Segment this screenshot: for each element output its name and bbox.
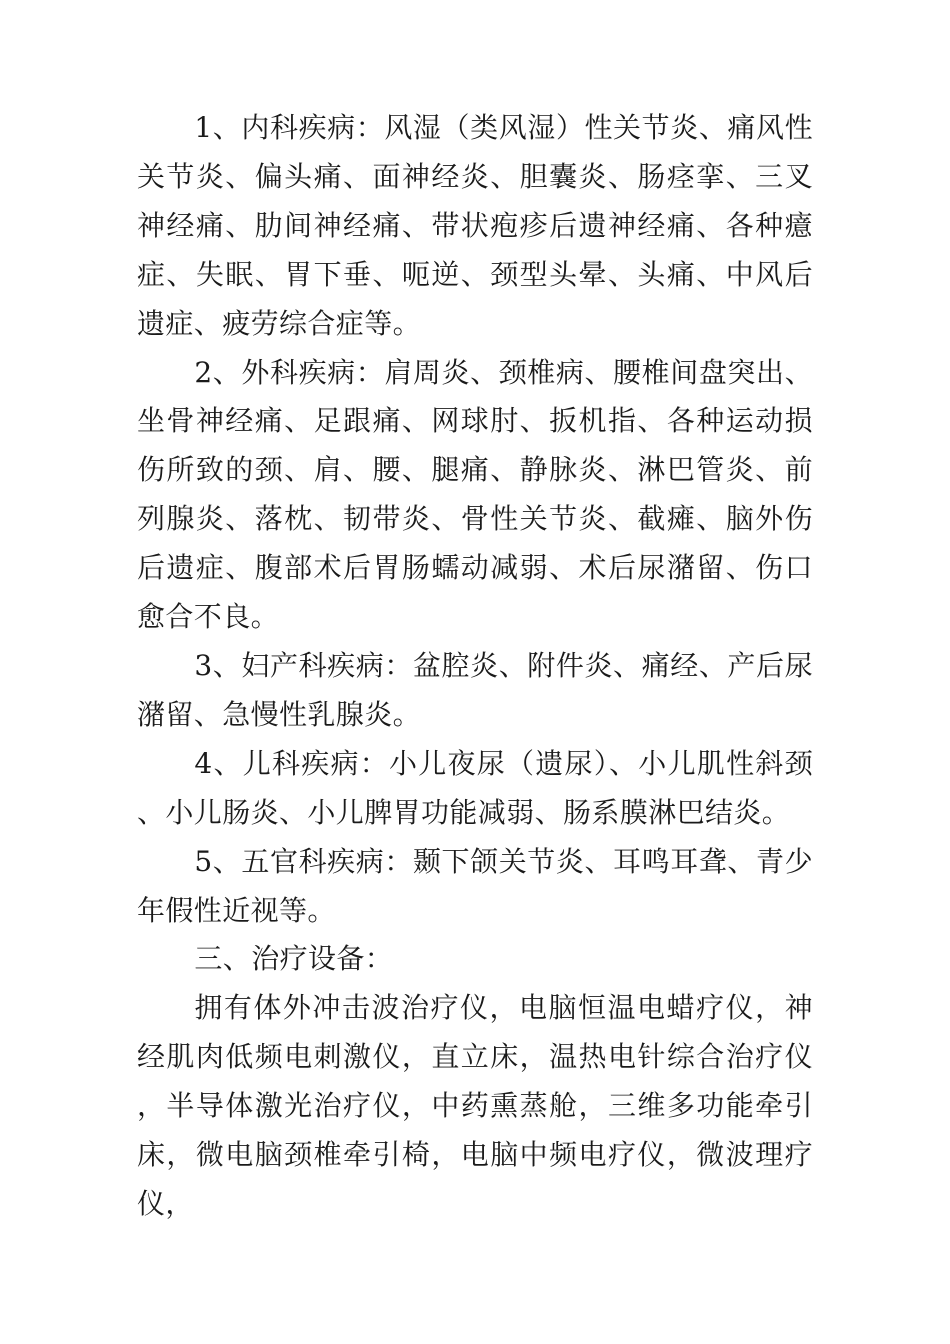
paragraph-surgery: 2、外科疾病：肩周炎、颈椎病、腰椎间盘突出、坐骨神经痛、足跟痛、网球肘、扳机指、各种运动损伤所致的颈、肩、腰、腿痛、静脉炎、淋巴管炎、前列腺炎、落枕、韧带炎、骨性关节炎、截瘫、脑外伤后遗症、腹部术后胃肠蠕动减弱、术后尿潴留、伤口愈合不良。: [137, 355, 813, 634]
paragraph-equipment: 拥有体外冲击波治疗仪，电脑恒温电蜡疗仪，神经肌肉低频电刺激仪，直立床，温热电针综合治疗仪，半导体激光治疗仪，中药熏蒸舱，三维多功能牵引床，微电脑颈椎牵引椅，电脑中频电疗仪，微波理疗仪，: [137, 991, 813, 1220]
section-heading-equipment: 三、治疗设备：: [194, 942, 394, 976]
document-body: [137, 104, 813, 1229]
paragraph-gynecology: 3、妇产科疾病：盆腔炎、附件炎、痛经、产后尿潴留、急慢性乳腺炎。: [137, 648, 813, 731]
paragraph-pediatrics: 4、儿科疾病：小儿夜尿（遗尿）、小儿肌性斜颈、小儿肠炎、小儿脾胃功能减弱、肠系膜淋巴结炎。: [137, 746, 813, 829]
paragraph-ent: 5、五官科疾病：颞下颌关节炎、耳鸣耳聋、青少年假性近视等。: [137, 844, 813, 927]
paragraph-internal-medicine: 1、内科疾病：风湿（类风湿）性关节炎、痛风性关节炎、偏头痛、面神经炎、胆囊炎、肠痉挛、三叉神经痛、肋间神经痛、带状疱疹后遗神经痛、各种癔症、失眠、胃下垂、呃逆、颈型头晕、头痛、中风后遗症、疲劳综合症等。: [137, 111, 813, 340]
